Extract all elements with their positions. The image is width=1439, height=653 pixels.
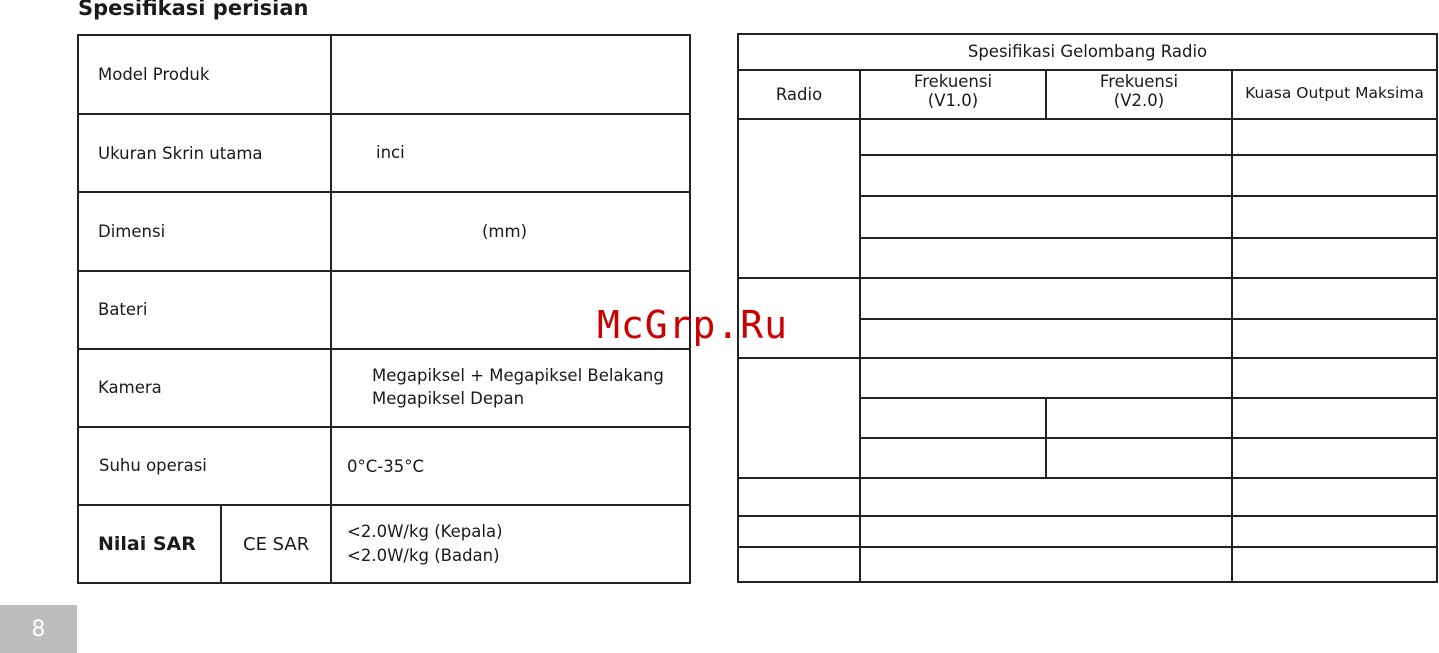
table-border — [737, 69, 1438, 71]
radio-header-freq-v1-line2: (V1.0) — [927, 91, 979, 110]
radio-header-freq-v2-line2: (V2.0) — [1113, 91, 1165, 110]
table-border — [737, 33, 1438, 35]
radio-header-freq-v2 — [1047, 72, 1231, 110]
table-border — [859, 69, 861, 583]
spec-label-camera: Kamera — [98, 378, 162, 397]
sar-value-body: <2.0W/kg (Badan) — [347, 546, 500, 565]
sar-value-head: <2.0W/kg (Kepala) — [347, 522, 503, 541]
spec-value-screen: inci — [376, 143, 405, 162]
table-border — [77, 35, 79, 584]
table-border — [77, 191, 691, 193]
radio-header-freq-v1 — [861, 72, 1045, 110]
page-title: Spesifikasi perisian — [78, 0, 309, 20]
radio-table-title: Spesifikasi Gelombang Radio — [967, 42, 1208, 61]
table-border — [859, 237, 1438, 239]
table-border — [77, 34, 691, 36]
radio-header-freq-v1-line1: Frekuensi — [913, 72, 993, 91]
table-border — [859, 318, 1438, 320]
table-border — [859, 397, 1438, 399]
table-border — [77, 113, 691, 115]
table-border — [737, 477, 1438, 479]
table-border — [859, 154, 1438, 156]
spec-value-camera-line1: Megapiksel + Megapiksel Belakang — [372, 366, 664, 385]
table-border — [77, 504, 691, 506]
table-border — [737, 118, 1438, 120]
table-border — [737, 581, 1438, 583]
table-border — [737, 277, 1438, 279]
spec-label-dimension: Dimensi — [98, 222, 166, 241]
table-border — [77, 582, 691, 584]
table-border — [220, 505, 222, 584]
table-border — [859, 437, 1438, 439]
spec-value-dimension: (mm) — [482, 222, 528, 241]
sar-label: Nilai SAR — [98, 533, 196, 555]
table-border — [330, 35, 332, 584]
radio-header-freq-v2-line1: Frekuensi — [1099, 72, 1179, 91]
table-border — [737, 515, 1438, 517]
radio-header-max-power: Kuasa Output Maksima — [1245, 84, 1424, 102]
table-border — [77, 348, 691, 350]
table-border — [737, 546, 1438, 548]
watermark: McGrp.Ru — [597, 303, 789, 347]
table-border — [1436, 33, 1438, 583]
table-border — [859, 195, 1438, 197]
spec-label-model: Model Produk — [98, 65, 210, 84]
spec-label-battery: Bateri — [98, 300, 148, 319]
table-border — [77, 426, 691, 428]
table-border — [737, 357, 1438, 359]
table-border — [1231, 69, 1233, 583]
spec-label-screen: Ukuran Skrin utama — [98, 144, 263, 163]
sar-sublabel: CE SAR — [243, 534, 310, 555]
table-border — [77, 270, 691, 272]
spec-value-temperature: 0°C-35°C — [347, 457, 424, 476]
radio-header-radio: Radio — [775, 85, 823, 104]
spec-label-temperature: Suhu operasi — [99, 456, 207, 475]
spec-value-camera-line2: Megapiksel Depan — [372, 389, 525, 408]
page-number: 8 — [0, 605, 77, 653]
